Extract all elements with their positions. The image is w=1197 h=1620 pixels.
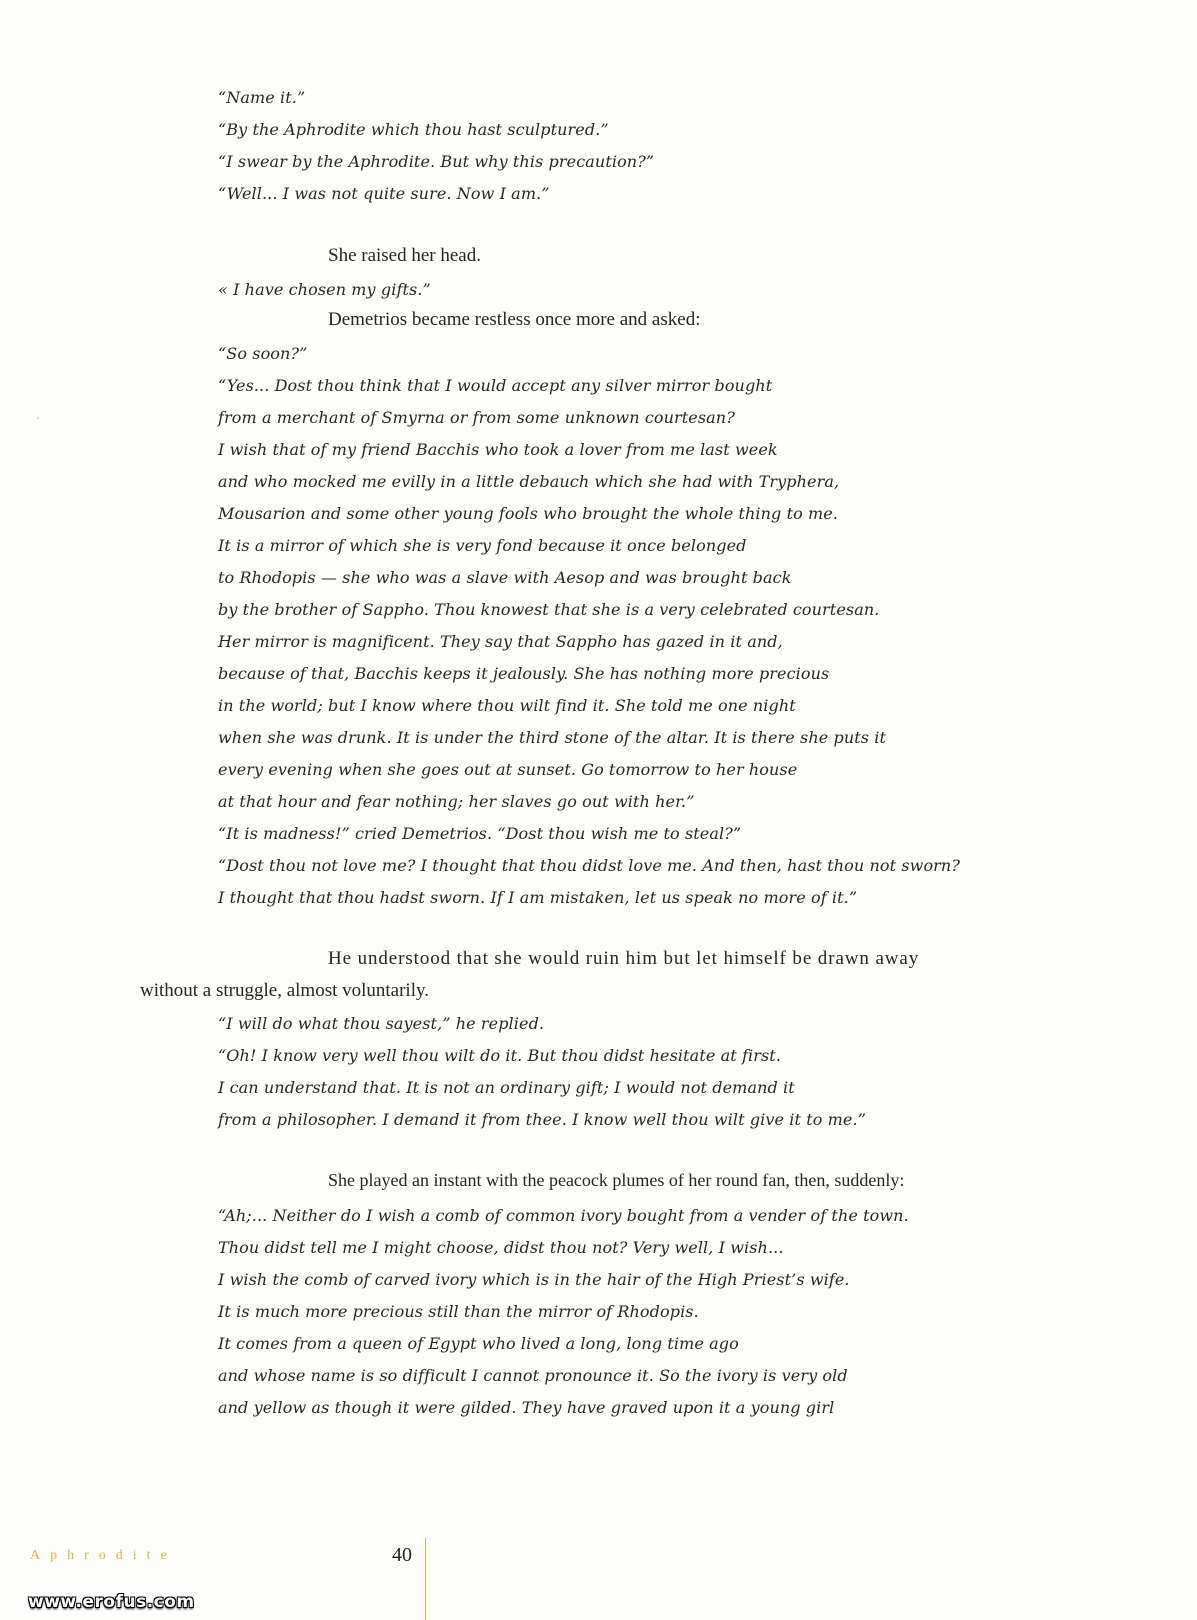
text-line: without a struggle, almost voluntarily.: [140, 980, 430, 1001]
text-line: “Yes... Dost thou think that I would accept any silver mirror bought: [218, 376, 773, 395]
text-line: « I have chosen my gifts.”: [218, 280, 431, 299]
text-line: It is a mirror of which she is very fond because it once belonged: [218, 536, 747, 555]
text-line: and yellow as though it were gilded. They have graved upon it a young girl: [218, 1398, 835, 1417]
text-line: “Oh! I know very well thou wilt do it. But thou didst hesitate at first.: [218, 1046, 781, 1065]
text-line: in the world; but I know where thou wilt find it. She told me one night: [218, 696, 796, 715]
text-line: by the brother of Sappho. Thou knowest that she is a very celebrated courtesan.: [218, 600, 880, 619]
text-line: “I will do what thou sayest,” he replied.: [218, 1014, 545, 1033]
text-line: because of that, Bacchis keeps it jealously. She has nothing more precious: [218, 664, 830, 683]
text-line: to Rhodopis — she who was a slave with Aesop and was brought back: [218, 568, 792, 587]
text-line: I can understand that. It is not an ordinary gift; I would not demand it: [218, 1078, 795, 1097]
text-line: She played an instant with the peacock plumes of her round fan, then, suddenly:: [328, 1170, 905, 1190]
text-line: He understood that she would ruin him but let himself be drawn away: [328, 948, 920, 969]
text-line: when she was drunk. It is under the third stone of the altar. It is there she puts it: [218, 728, 887, 747]
text-line: Her mirror is magnificent. They say that Sappho has gazed in it and,: [218, 632, 783, 651]
text-line: Demetrios became restless once more and asked:: [328, 309, 701, 330]
text-line: “So soon?”: [218, 344, 308, 363]
text-line: “It is madness!” cried Demetrios. “Dost thou wish me to steal?”: [218, 824, 742, 843]
text-line: and whose name is so difficult I cannot pronounce it. So the ivory is very old: [218, 1366, 848, 1385]
text-line: I wish the comb of carved ivory which is in the hair of the High Priest’s wife.: [218, 1270, 850, 1289]
text-line: every evening when she goes out at sunset. Go tomorrow to her house: [218, 760, 798, 779]
text-line: She raised her head.: [328, 245, 481, 266]
text-line: “By the Aphrodite which thou hast sculptured.”: [218, 120, 609, 139]
watermark: www.erofus.com: [28, 1592, 195, 1612]
text-line: It is much more precious still than the mirror of Rhodopis.: [218, 1302, 699, 1321]
text-line: I thought that thou hadst sworn. If I am mistaken, let us speak no more of it.”: [218, 888, 858, 907]
running-footer-title: Aphrodite: [30, 1548, 177, 1563]
page-number: 40: [392, 1544, 412, 1566]
text-line: from a merchant of Smyrna or from some unknown courtesan?: [218, 408, 735, 427]
text-line: I wish that of my friend Bacchis who took a lover from me last week: [218, 440, 778, 459]
text-line: “Name it.”: [218, 88, 306, 107]
text-line: at that hour and fear nothing; her slaves go out with her.”: [218, 792, 695, 811]
text-line: It comes from a queen of Egypt who lived a long, long time ago: [218, 1334, 739, 1353]
text-line: from a philosopher. I demand it from thee. I know well thou wilt give it to me.”: [218, 1110, 866, 1129]
text-line: “Dost thou not love me? I thought that thou didst love me. And then, hast thou not sworn?: [218, 856, 961, 875]
paper-speck: [37, 417, 39, 419]
text-line: “I swear by the Aphrodite. But why this precaution?”: [218, 152, 655, 171]
text-line: and who mocked me evilly in a little debauch which she had with Tryphera,: [218, 472, 840, 491]
footer-divider: [425, 1538, 426, 1620]
text-line: Thou didst tell me I might choose, didst thou not? Very well, I wish...: [218, 1238, 784, 1257]
text-line: “Well... I was not quite sure. Now I am.”: [218, 184, 550, 203]
text-line: Mousarion and some other young fools who brought the whole thing to me.: [218, 504, 839, 523]
text-line: “Ah;... Neither do I wish a comb of common ivory bought from a vender of the town.: [218, 1206, 909, 1225]
